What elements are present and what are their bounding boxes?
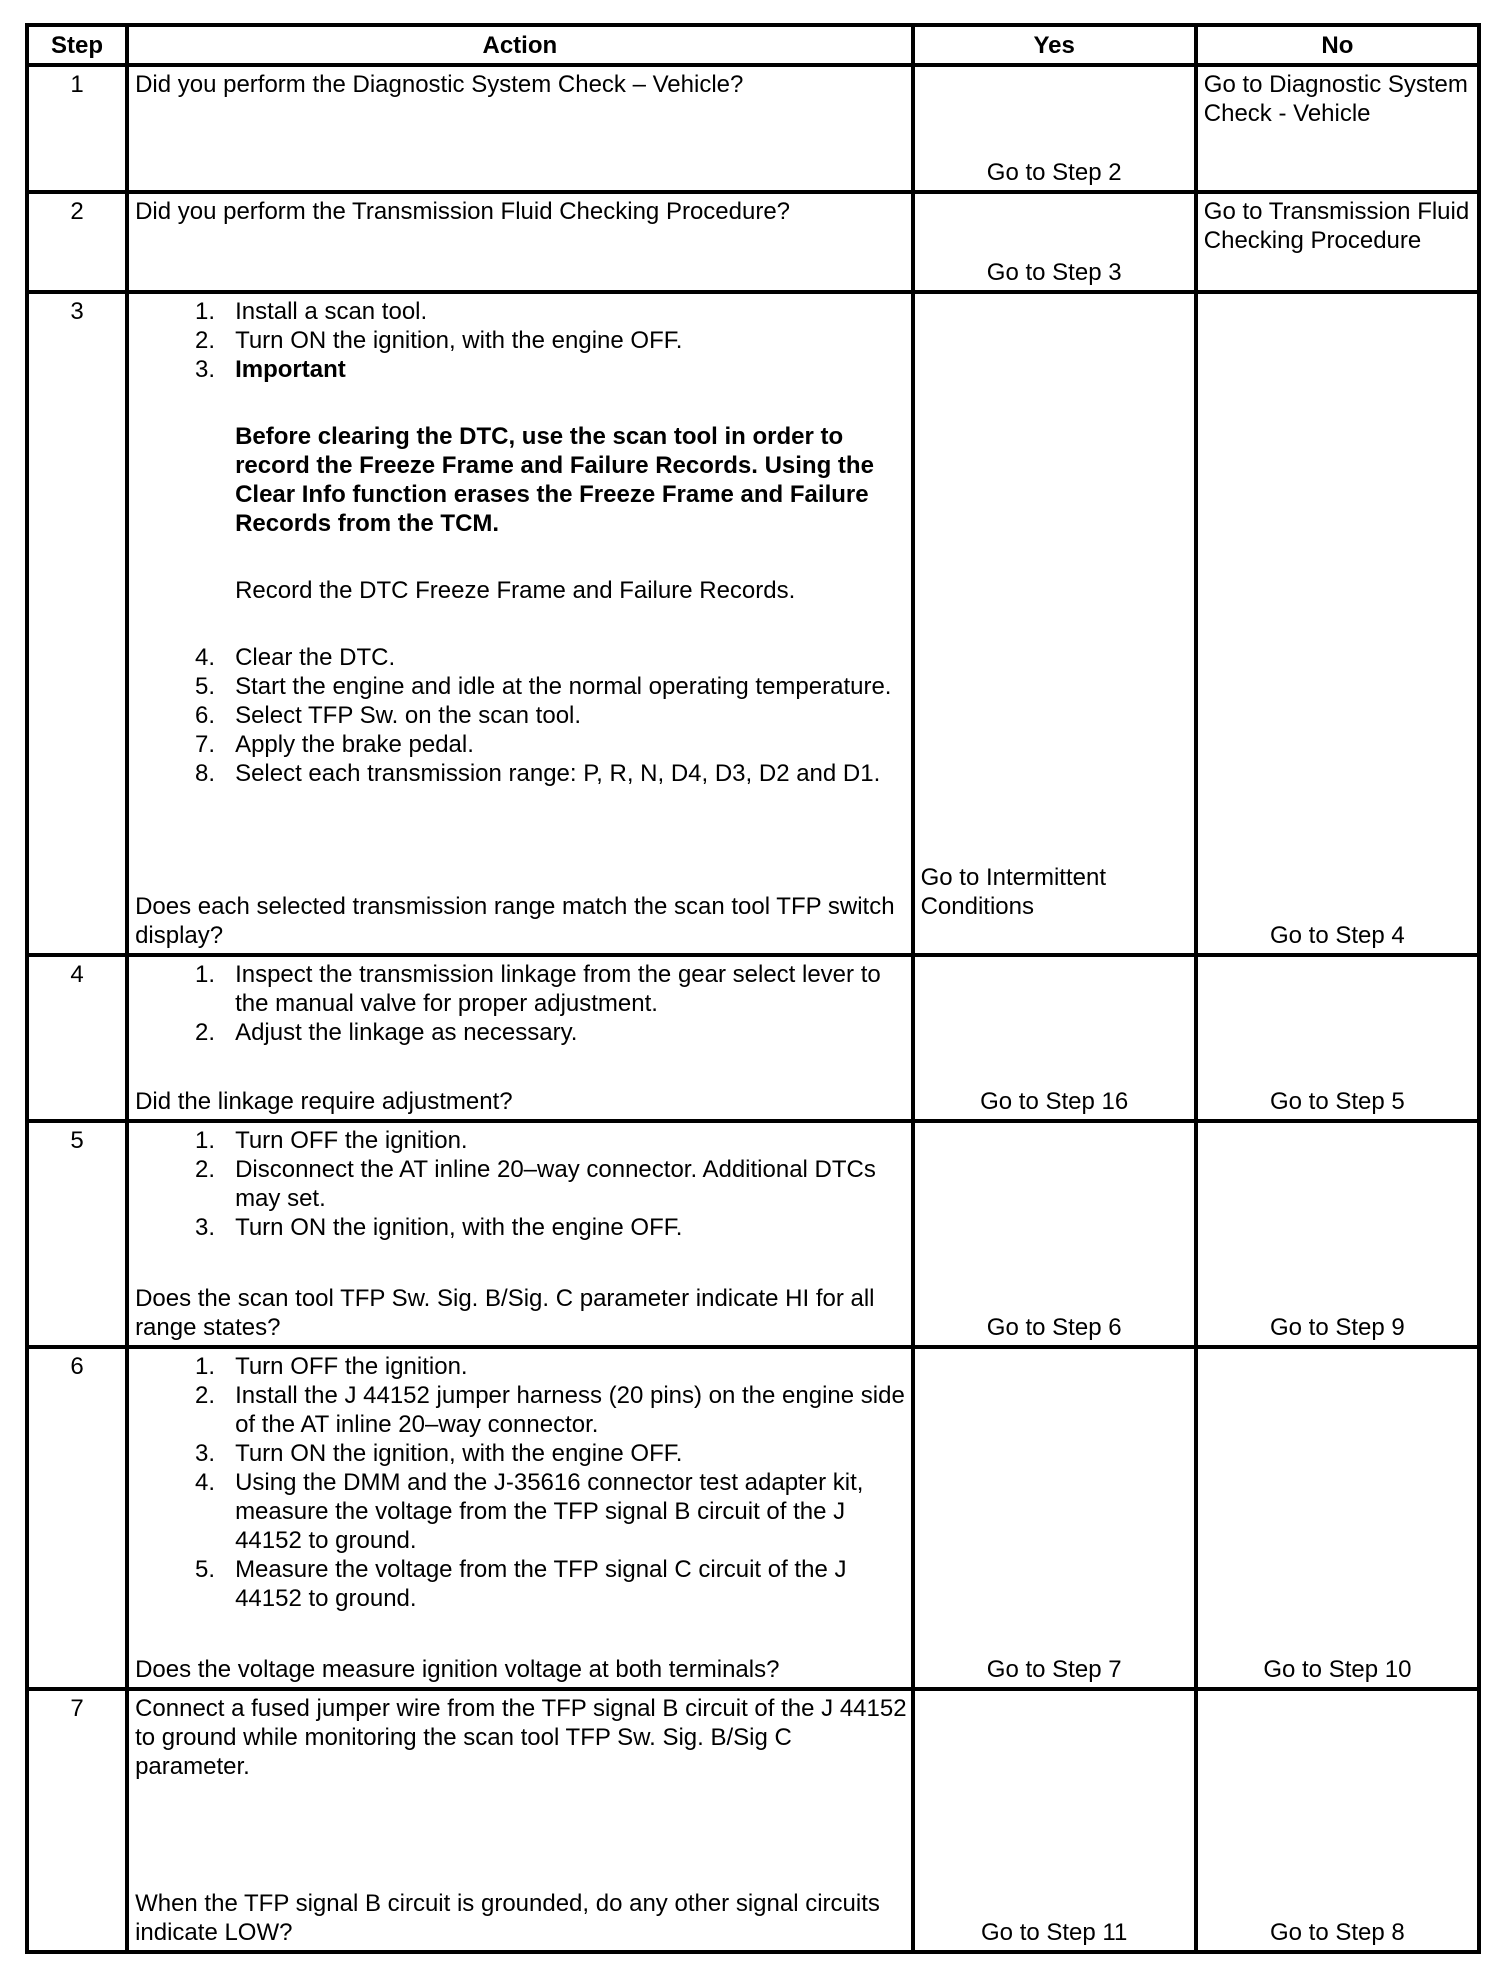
record-instruction: Record the DTC Freeze Frame and Failure Records. <box>235 577 796 604</box>
step-list <box>135 643 907 788</box>
action-cell <box>127 292 913 955</box>
important-heading: Important <box>235 356 346 383</box>
action-question: Did the linkage require adjustment? <box>135 1088 513 1115</box>
action-cell <box>127 955 913 1121</box>
header-row <box>27 25 1479 65</box>
yes-cell <box>913 1347 1196 1689</box>
action-cell <box>127 65 913 192</box>
list-item: 2. Disconnect the AT inline 20–way connector. Additional DTCs may set. <box>195 1156 876 1212</box>
list-item: 4. Using the DMM and the J-35616 connector test adapter kit, measure the voltage from the TFP signal B circuit of the J 44152 to ground. <box>195 1469 864 1554</box>
table-row <box>27 65 1479 192</box>
no-text: Go to Step 5 <box>1270 1088 1405 1115</box>
step-number: 7 <box>27 1689 127 1952</box>
yes-cell <box>913 1121 1196 1347</box>
list-item: 5. Measure the voltage from the TFP signal C circuit of the J 44152 to ground. <box>195 1556 847 1612</box>
action-cell <box>127 192 913 292</box>
header-yes: Yes <box>913 25 1196 65</box>
no-cell <box>1196 1121 1479 1347</box>
table-row <box>27 192 1479 292</box>
yes-cell <box>913 955 1196 1121</box>
list-item: 4. Clear the DTC. <box>195 644 396 671</box>
yes-cell <box>913 1689 1196 1952</box>
step-number: 3 <box>27 292 127 955</box>
yes-cell <box>913 65 1196 192</box>
no-cell <box>1196 1689 1479 1952</box>
no-cell <box>1196 292 1479 955</box>
step-list <box>135 297 907 384</box>
action-cell <box>127 1689 913 1952</box>
action-cell <box>127 1121 913 1347</box>
header-action: Action <box>127 25 913 65</box>
no-text: Go to Step 8 <box>1270 1919 1405 1946</box>
list-item: 1. Inspect the transmission linkage from the gear select lever to the manual valve for proper adjustment. <box>195 961 881 1017</box>
yes-text: Go to Step 7 <box>986 1656 1122 1683</box>
step-list <box>135 1126 907 1242</box>
list-item: 1. Turn OFF the ignition. <box>195 1127 468 1154</box>
table-row <box>27 1347 1479 1689</box>
no-text: Go to Step 4 <box>1270 922 1405 949</box>
yes-text: Go to Step 16 <box>980 1088 1129 1115</box>
action-intro: Connect a fused jumper wire from the TFP signal B circuit of the J 44152 to ground while monitoring the scan tool TFP Sw. Sig. B/Sig C parameter. <box>135 1695 907 1780</box>
list-item: 7. Apply the brake pedal. <box>195 731 474 758</box>
list-item: 1. Install a scan tool. <box>195 298 428 325</box>
yes-text: Go to Step 6 <box>986 1314 1122 1341</box>
action-cell <box>127 1347 913 1689</box>
list-item: 1. Turn OFF the ignition. <box>195 1353 468 1380</box>
header-no: No <box>1196 25 1479 65</box>
table-row <box>27 1121 1479 1347</box>
no-text: Go to Transmission Fluid Checking Procedure <box>1203 198 1470 254</box>
list-item: 2. Install the J 44152 jumper harness (20 pins) on the engine side of the AT inline 20–way connector. <box>195 1382 905 1438</box>
step-list <box>135 1352 907 1613</box>
yes-text: Go to Step 11 <box>981 1919 1128 1946</box>
step-number: 6 <box>27 1347 127 1689</box>
table-row <box>27 1689 1479 1952</box>
step-list <box>135 960 907 1047</box>
list-item: 8. Select each transmission range: P, R, N, D4, D3, D2 and D1. <box>195 760 881 787</box>
list-item: 6. Select TFP Sw. on the scan tool. <box>195 702 582 729</box>
yes-text: Go to Step 3 <box>986 259 1122 286</box>
no-cell <box>1196 955 1479 1121</box>
action-question: Did you perform the Transmission Fluid Checking Procedure? <box>135 198 791 225</box>
no-text: Go to Step 9 <box>1270 1314 1405 1341</box>
step-number: 4 <box>27 955 127 1121</box>
step-number: 2 <box>27 192 127 292</box>
header-step: Step <box>27 25 127 65</box>
yes-text: Go to Step 2 <box>986 159 1122 186</box>
list-item: 2. Adjust the linkage as necessary. <box>195 1019 578 1046</box>
table-row <box>27 955 1479 1121</box>
action-question: Does the voltage measure ignition voltage at both terminals? <box>135 1656 780 1683</box>
no-cell <box>1196 65 1479 192</box>
step-number: 5 <box>27 1121 127 1347</box>
yes-cell <box>913 292 1196 955</box>
no-text: Go to Step 10 <box>1263 1656 1412 1683</box>
action-question: Did you perform the Diagnostic System Check – Vehicle? <box>135 71 744 98</box>
yes-text: Go to Intermittent Conditions <box>920 864 1107 920</box>
no-cell <box>1196 192 1479 292</box>
list-item: 3. Important <box>195 356 346 383</box>
step-number: 1 <box>27 65 127 192</box>
yes-cell <box>913 192 1196 292</box>
table-row <box>27 292 1479 955</box>
diagnostic-table <box>25 23 1481 1954</box>
list-item: 3. Turn ON the ignition, with the engine OFF. <box>195 1440 683 1467</box>
no-cell <box>1196 1347 1479 1689</box>
important-note: Before clearing the DTC, use the scan tool in order to record the Freeze Frame and Failure Records. Using the Clear Info function erases the Freeze Frame and Failure Records from the TCM. <box>235 423 874 537</box>
list-item: 5. Start the engine and idle at the normal operating temperature. <box>195 673 892 700</box>
action-question: When the TFP signal B circuit is grounded, do any other signal circuits indicate LOW? <box>135 1890 880 1946</box>
list-item: 2. Turn ON the ignition, with the engine OFF. <box>195 327 683 354</box>
list-item: 3. Turn ON the ignition, with the engine OFF. <box>195 1214 683 1241</box>
action-question: Does each selected transmission range match the scan tool TFP switch display? <box>135 893 895 949</box>
action-question: Does the scan tool TFP Sw. Sig. B/Sig. C parameter indicate HI for all range states? <box>135 1285 875 1341</box>
no-text: Go to Diagnostic System Check - Vehicle <box>1203 71 1468 127</box>
